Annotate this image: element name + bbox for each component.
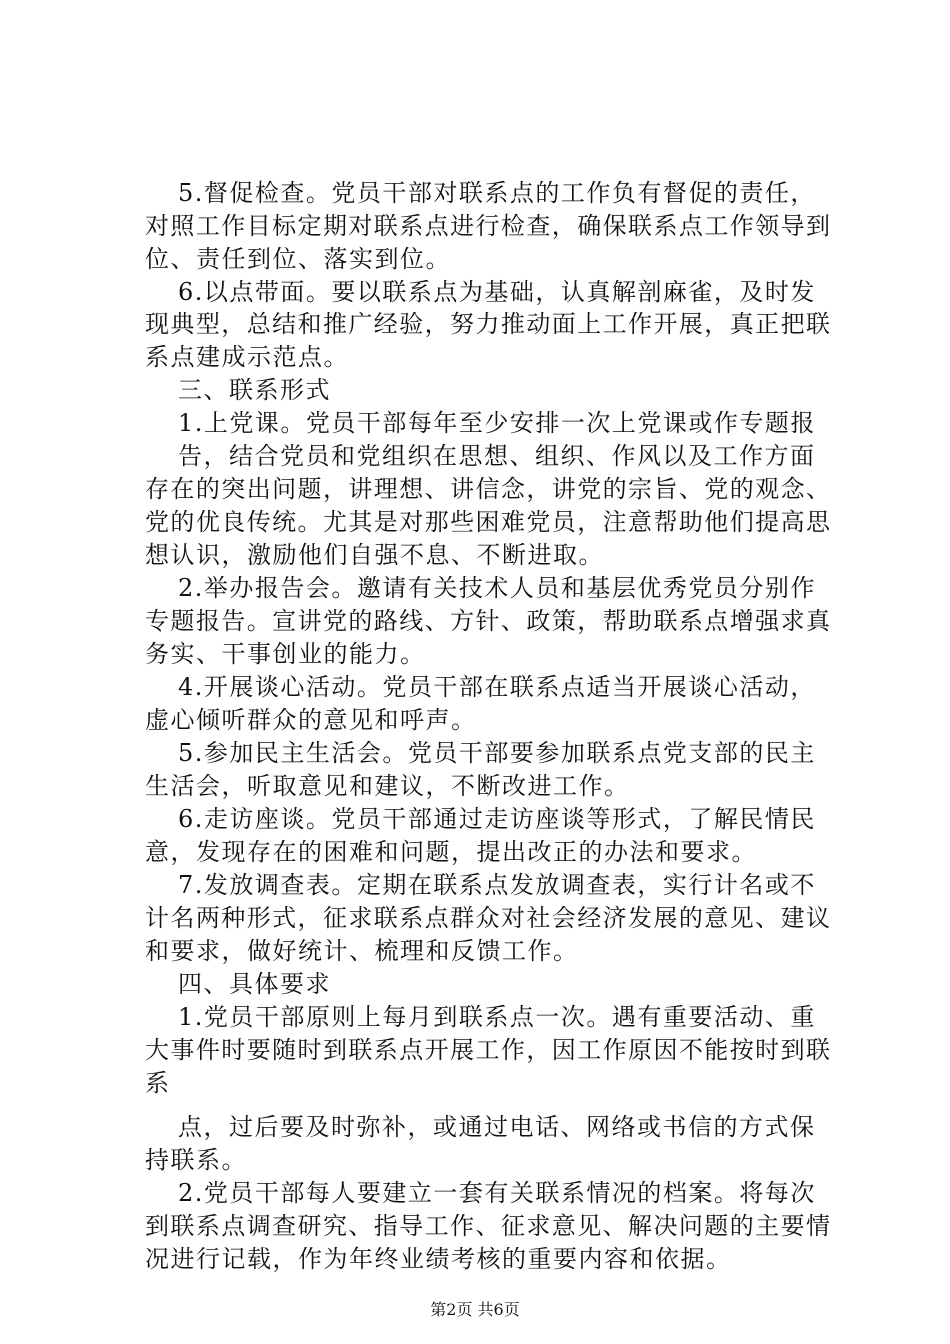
text-line: 计名两种形式，征求联系点群众对社会经济发展的意见、建议 bbox=[145, 904, 830, 932]
text-line: 1.党员干部原则上每月到联系点一次。遇有重要活动、重 bbox=[178, 1003, 816, 1031]
text-line: 专题报告。宣讲党的路线、方针、政策，帮助联系点增强求真 bbox=[145, 607, 830, 635]
text-line: 点，过后要及时弥补，或通过电话、网络或书信的方式保 bbox=[178, 1113, 816, 1141]
text-line: 党的优良传统。尤其是对那些困难党员，注意帮助他们提高思 bbox=[145, 508, 830, 536]
text-line: 到联系点调查研究、指导工作、征求意见、解决问题的主要情 bbox=[145, 1212, 830, 1240]
text-line: 系点建成示范点。 bbox=[145, 343, 349, 371]
text-line: 4.开展谈心活动。党员干部在联系点适当开展谈心活动， bbox=[178, 673, 816, 701]
section-heading: 三、联系形式 bbox=[178, 376, 331, 404]
text-line: 系 bbox=[145, 1069, 171, 1097]
text-line: 7.发放调查表。定期在联系点发放调查表，实行计名或不 bbox=[178, 871, 816, 899]
text-line: 生活会，听取意见和建议，不断改进工作。 bbox=[145, 772, 630, 800]
text-line: 意，发现存在的困难和问题，提出改正的办法和要求。 bbox=[145, 838, 757, 866]
text-line: 6.走访座谈。党员干部通过走访座谈等形式，了解民情民 bbox=[178, 805, 816, 833]
text-line: 位、责任到位、落实到位。 bbox=[145, 245, 451, 273]
text-line: 想认识，激励他们自强不息、不断进取。 bbox=[145, 541, 604, 569]
text-line: 况进行记载，作为年终业绩考核的重要内容和依据。 bbox=[145, 1245, 732, 1273]
text-line: 5.参加民主生活会。党员干部要参加联系点党支部的民主 bbox=[178, 739, 816, 767]
page-number-footer: 第2页 共6页 bbox=[430, 1300, 520, 1319]
section-heading: 四、具体要求 bbox=[178, 970, 331, 998]
text-line: 大事件时要随时到联系点开展工作，因工作原因不能按时到联 bbox=[145, 1036, 830, 1064]
text-line: 2.举办报告会。邀请有关技术人员和基层优秀党员分别作 bbox=[178, 574, 816, 602]
text-line: 存在的突出问题，讲理想、讲信念，讲党的宗旨、党的观念、 bbox=[145, 475, 830, 503]
text-line: 6.以点带面。要以联系点为基础，认真解剖麻雀，及时发 bbox=[178, 278, 816, 306]
text-line: 1.上党课。党员干部每年至少安排一次上党课或作专题报 bbox=[178, 409, 816, 437]
text-line: 2.党员干部每人要建立一套有关联系情况的档案。将每次 bbox=[178, 1179, 816, 1207]
text-line: 务实、干事创业的能力。 bbox=[145, 640, 426, 668]
text-line: 现典型，总结和推广经验，努力推动面上工作开展，真正把联 bbox=[145, 310, 830, 338]
text-line: 5.督促检查。党员干部对联系点的工作负有督促的责任， bbox=[178, 179, 816, 207]
text-line: 持联系。 bbox=[145, 1146, 247, 1174]
text-line: 虚心倾听群众的意见和呼声。 bbox=[145, 706, 477, 734]
text-line: 对照工作目标定期对联系点进行检查，确保联系点工作领导到 bbox=[145, 212, 830, 240]
text-line: 告，结合党员和党组织在思想、组织、作风以及工作方面 bbox=[178, 442, 816, 470]
text-line: 和要求，做好统计、梳理和反馈工作。 bbox=[145, 937, 579, 965]
